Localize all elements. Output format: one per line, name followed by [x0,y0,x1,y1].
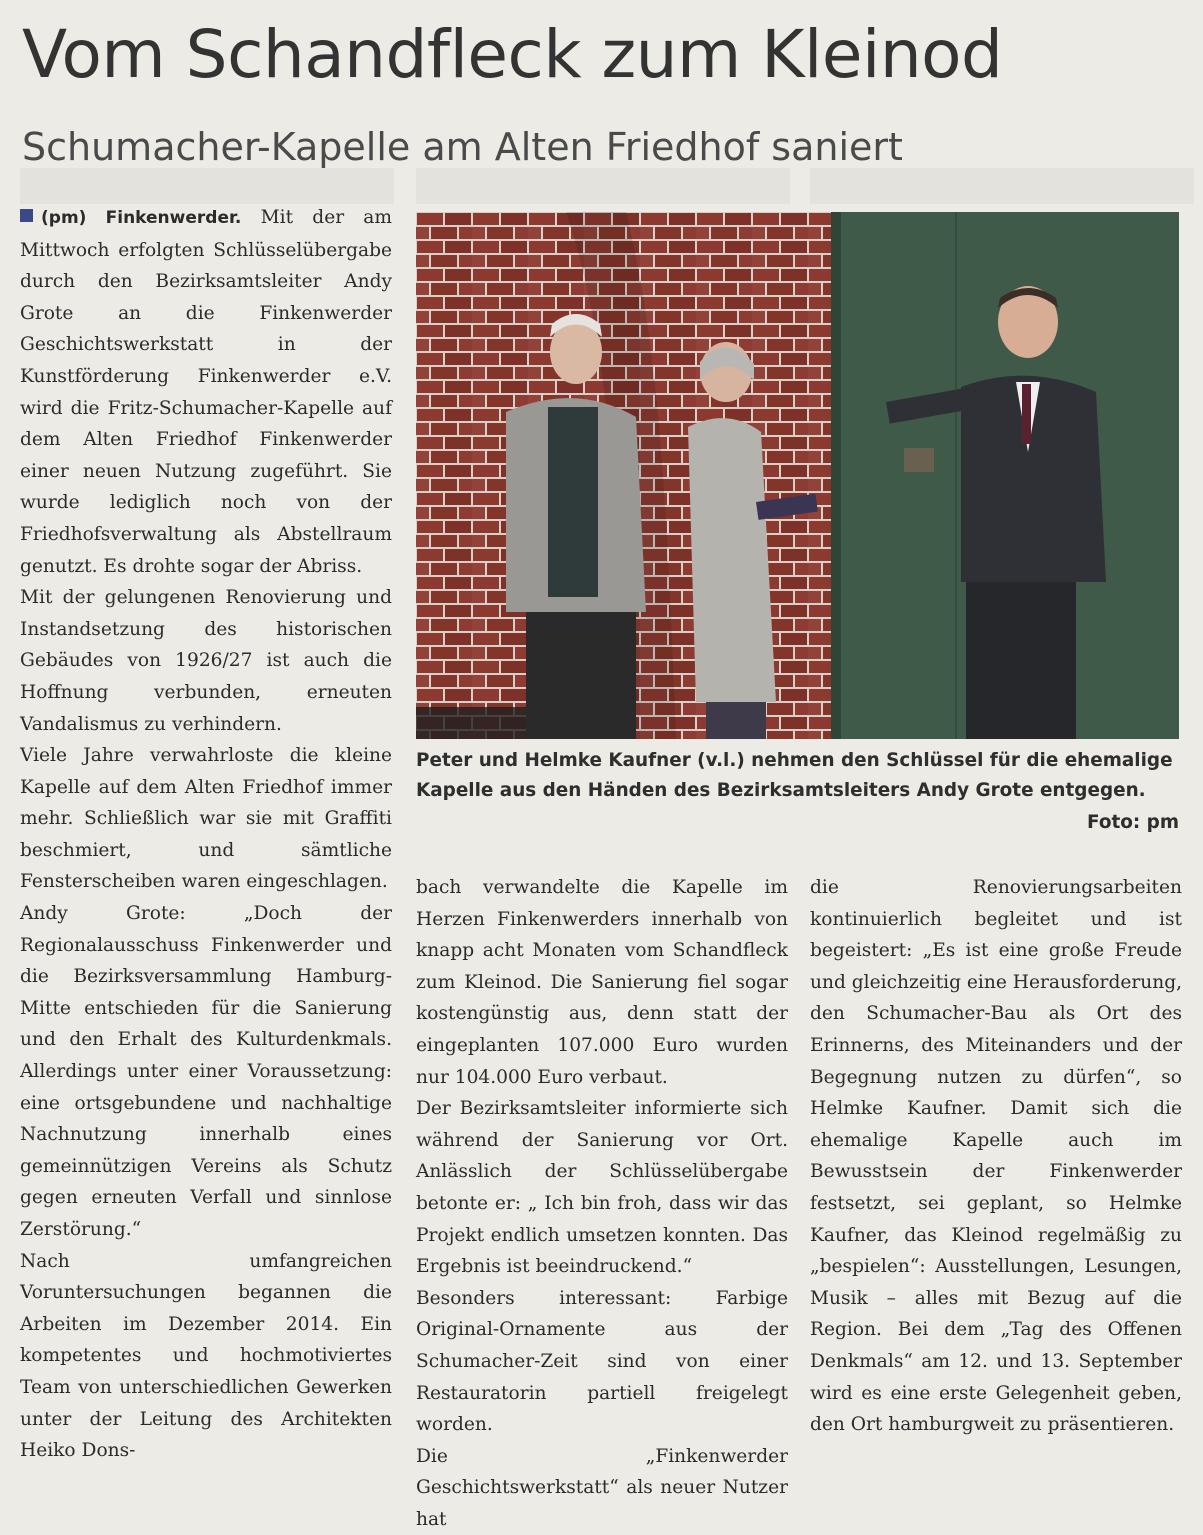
lead-text: Mit der am Mittwoch erfolgten Schlüsselübergabe durch den Bezirksamtsleiter Andy Grote an die Finkenwerder Geschichtswerkstatt in der Kunstförderung Finkenwerder e.V. wird die Fritz-Schumacher-Kapelle auf dem Alten Friedhof Finkenwerder einer neuen Nutzung zugeführt. Sie wurde lediglich noch von der Friedhofsverwaltung als Abstellraum genutzt. Es drohte sogar der Abriss. [20,207,393,577]
lead-marker-square [20,209,33,222]
headline: Vom Schandfleck zum Kleinod [22,16,1003,93]
article-photo [416,212,1179,739]
paragraph: Nach umfangreichen Voruntersuchungen begannen die Arbeiten im Dezember 2014. Ein kompetentes und hochmotiviertes Team von unterschiedlichen Gewerken unter der Leitung des Architekten Heiko Dons- [20,1250,392,1462]
paragraph: Mit der gelungenen Renovierung und Instandsetzung des historischen Gebäudes von 1926/27 ist auch die Hoffnung verbunden, erneuten Vandalismus zu verhindern. [20,587,392,735]
photo-illustration [416,212,1179,739]
lead-author: (pm) Finkenwerder. [41,208,242,228]
lead-paragraph [20,202,392,582]
caption-line-2: Kapelle aus den Händen des Bezirksamtsleiters Andy Grote entgegen. [416,780,1146,801]
article-column-middle [416,872,788,1535]
bag-on-ground [416,707,526,739]
article-column-right [810,872,1182,1441]
photo-credit: Foto: pm [1087,812,1179,833]
paragraph: bach verwandelte die Kapelle im Herzen Finkenwerders innerhalb von knapp acht Monaten vom Schandfleck zum Kleinod. Die Sanierung fiel sogar kostengünstig aus, denn statt der eingeplanten 107.000 Euro wurden nur 104.000 Euro verbaut. [416,877,788,1088]
paragraph: Besonders interessant: Farbige Original-Ornamente aus der Schumacher-Zeit sind von einer Restauratorin partiell freigelegt worden. [416,1287,788,1436]
door-lock [904,448,934,472]
paragraph: Viele Jahre verwahrloste die kleine Kapelle auf dem Alten Friedhof immer mehr. Schließlich war sie mit Graffiti beschmiert, und sämtliche Fensterscheiben waren eingeschlagen. [20,745,392,893]
paragraph: die Renovierungsarbeiten kontinuierlich begleitet und ist begeistert: „Es ist eine große Freude und gleichzeitig eine Herausforderung, den Schumacher-Bau als Ort des Erinnerns, des Miteinanders und der Begegnung nutzen zu dürfen“, so Helmke Kaufner. Damit sich die ehemalige Kapelle auch im Bewusstsein der Finkenwerder festsetzt, sei geplant, so Helmke Kaufner, das Kleinod regelmäßig zu „bespielen“: Ausstellungen, Lesungen, Musik – alles mit Bezug auf die Region. Bei dem „Tag des Offenen Denkmals“ am 12. und 13. September wird es eine erste Gelegenheit geben, den Ort hamburgweit zu präsentieren. [810,877,1183,1436]
photo-caption [416,746,1179,806]
subheadline: Schumacher-Kapelle am Alten Friedhof saniert [22,125,903,169]
article-column-left [20,202,392,1467]
paragraph: Andy Grote: „Doch der Regionalausschuss Finkenwerder und die Bezirksversammlung Hamburg-Mitte entschieden für die Sanierung und den Erhalt des Kulturdenkmals. Allerdings unter einer Voraussetzung: eine ortsgebundene und nachhaltige Nachnutzung innerhalb eines gemeinnützigen Vereins als Schutz gegen erneuten Verfall und sinnlose Zerstörung.“ [20,903,392,1240]
caption-line-1: Peter und Helmke Kaufner (v.l.) nehmen den Schlüssel für die ehemalige [416,750,1173,771]
door-frame [831,212,841,739]
paragraph: Der Bezirksamtsleiter informierte sich während der Sanierung vor Ort. Anlässlich der Schlüsselübergabe betonte er: „ Ich bin froh, dass wir das Projekt endlich umsetzen konnten. Das Ergebnis ist beeindruckend.“ [416,1098,788,1278]
paragraph: Die „Finkenwerder Geschichtswerkstatt“ als neuer Nutzer hat [416,1445,788,1530]
